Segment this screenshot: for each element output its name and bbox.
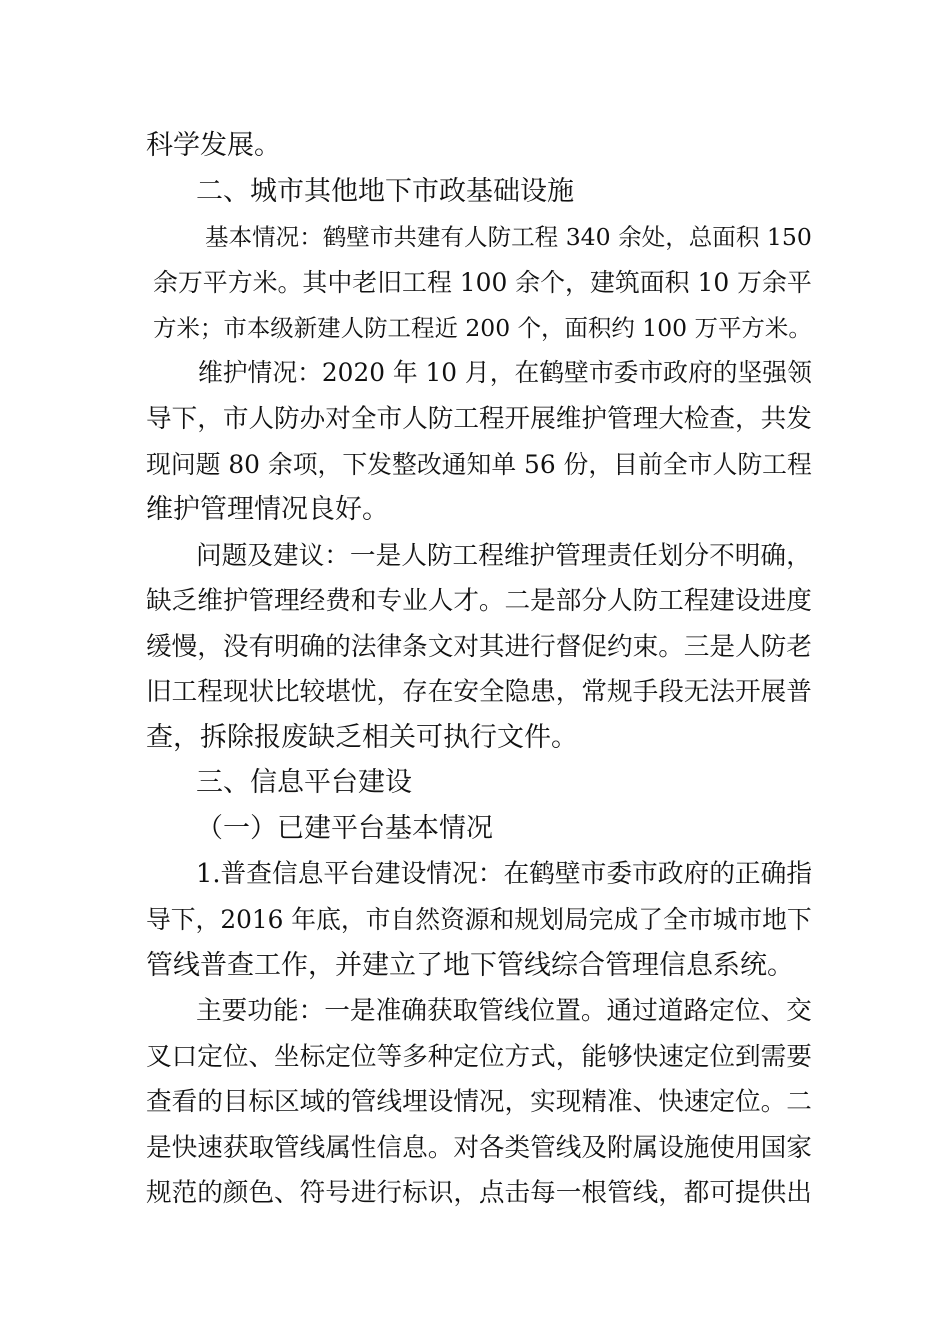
- subsection-heading: （一）已建平台基本情况: [196, 813, 493, 844]
- text-line: 叉口定位、坐标定位等多种定位方式，能够快速定位到需要: [146, 1042, 812, 1072]
- section-heading: 二、城市其他地下市政基础设施: [196, 176, 574, 207]
- text-line: 导下，2016 年底，市自然资源和规划局完成了全市城市地下: [146, 905, 812, 934]
- text-line: 查，拆除报废缺乏相关可执行文件。: [146, 722, 578, 753]
- text-line: 1.普查信息平台建设情况：在鹤壁市委市政府的正确指: [196, 859, 813, 889]
- text-line: 维护管理情况良好。: [146, 494, 389, 525]
- text-line: 余万平方米。其中老旧工程 100 余个，建筑面积 10 万余平: [153, 268, 812, 297]
- text-line: 管线普查工作，并建立了地下管线综合管理信息系统。: [146, 950, 794, 981]
- text-line: 问题及建议：一是人防工程维护管理责任划分不明确，: [196, 541, 812, 571]
- section-heading: 三、信息平台建设: [196, 767, 412, 798]
- text-line: 缓慢，没有明确的法律条文对其进行督促约束。三是人防老: [146, 632, 812, 662]
- text-line: 基本情况：鹤壁市共建有人防工程 340 余处，总面积 150: [205, 223, 812, 251]
- text-line: 现问题 80 余项，下发整改通知单 56 份，目前全市人防工程: [146, 450, 812, 479]
- text-line: 缺乏维护管理经费和专业人才。二是部分人防工程建设进度: [146, 586, 812, 616]
- text-line: 查看的目标区域的管线埋设情况，实现精准、快速定位。二: [146, 1087, 812, 1117]
- text-line: 规范的颜色、符号进行标识，点击每一根管线，都可提供出: [146, 1178, 812, 1208]
- text-line: 方米；市本级新建人防工程近 200 个，面积约 100 万平方米。: [153, 314, 812, 342]
- text-line: 维护情况：2020 年 10 月，在鹤壁市委市政府的坚强领: [198, 358, 812, 387]
- text-line: 旧工程现状比较堪忧，存在安全隐患，常规手段无法开展普: [146, 677, 812, 707]
- text-line: 导下，市人防办对全市人防工程开展维护管理大检查，共发: [146, 404, 812, 434]
- text-line: 是快速获取管线属性信息。对各类管线及附属设施使用国家: [146, 1133, 812, 1163]
- text-line: 科学发展。: [146, 130, 281, 161]
- text-line: 主要功能：一是准确获取管线位置。通过道路定位、交: [196, 996, 812, 1026]
